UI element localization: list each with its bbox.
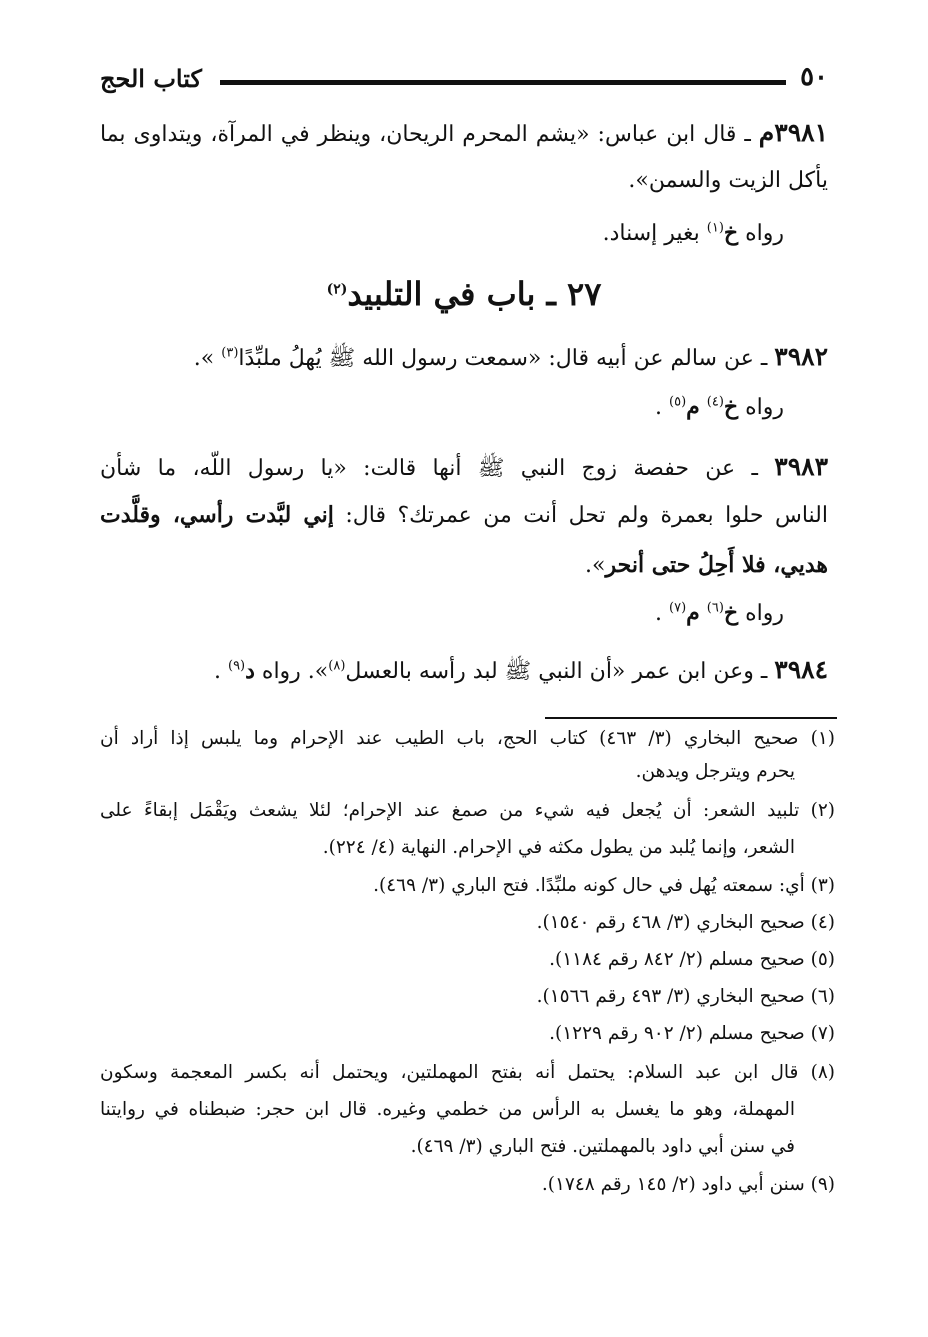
- footnote-ref: (٣): [221, 345, 239, 361]
- hadith-text: يأكل الزيت والسمن».: [628, 168, 828, 193]
- running-title: كتاب الحج: [100, 64, 202, 93]
- hadith-text: الناس حلوا بعمرة ولم تحل أنت من عمرتك؟ قال:: [345, 503, 828, 528]
- narration-text: بغير إسناد.: [602, 221, 700, 246]
- footnote-8-cont: [100, 1099, 795, 1120]
- hadith-line: [100, 452, 828, 486]
- hadith-line: [585, 552, 828, 578]
- source-code: خ: [723, 600, 739, 626]
- footnote-separator: [545, 717, 837, 719]
- footnote-text: (٤) صحيح البخاري (٣/ ٤٦٨ رقم ١٥٤٠).: [536, 912, 835, 933]
- narration-label: رواه: [745, 601, 784, 626]
- chapter-heading: [100, 275, 828, 313]
- narration-line: [655, 394, 784, 420]
- source-code: خ: [723, 220, 739, 246]
- hadith-3983: [100, 452, 828, 642]
- hadith-line: [194, 342, 828, 376]
- hadith-text: ـ قال ابن عباس: «يشم المحرم الريحان، وينظر في المرآة، ويتداوى بما: [100, 122, 751, 147]
- narration-label: رواه: [745, 221, 784, 246]
- footnote-text: (٣) أي: سمعته يُهل في حال كونه ملبِّدًا. فتح الباري (٣/ ٤٦٩).: [373, 875, 835, 896]
- hadith-number: ٣٩٨١م: [758, 118, 828, 147]
- footnote-5: [549, 949, 835, 970]
- hadith-3984: [100, 655, 828, 695]
- source-code: م: [686, 394, 700, 420]
- page-number: ٥٠: [800, 62, 828, 92]
- footnote-text: المهملة، وهو ما يغسل به الرأس من خطمي وغيره. قال ابن حجر: ضبطناه في روايتنا: [100, 1099, 795, 1120]
- footnote-ref: (٢): [326, 281, 348, 298]
- footnote-ref: (٥): [669, 394, 687, 410]
- footnote-text: الشعر، وإنما يُلبد من يطول مكثه في الإحرام. النهاية (٤/ ٢٢٤).: [322, 837, 795, 858]
- hadith-line: [100, 118, 828, 147]
- punctuation: .: [655, 601, 662, 626]
- footnote-6: [537, 986, 835, 1007]
- footnote-text: (١) صحيح البخاري (٣/ ٤٦٣) كتاب الحج، باب الطيب عند الإحرام وما يلبس إذا أراد أن: [100, 728, 835, 749]
- footnote-1-cont: [636, 761, 795, 782]
- footnote-8-cont: [411, 1136, 795, 1157]
- footnote-ref: (٨): [328, 658, 346, 674]
- source-code: د: [245, 658, 255, 684]
- prophet-saying: هديي، فلا أَحِلُ حتى أنحر: [605, 552, 828, 578]
- chapter-title: ٢٧ ـ باب في التلبيد: [347, 275, 602, 313]
- footnotes: [100, 728, 835, 1208]
- hadith-line: [628, 168, 828, 193]
- footnote-text: (٥) صحيح مسلم (٢/ ٨٤٢ رقم ١١٨٤).: [549, 949, 835, 970]
- footnote-text: (٦) صحيح البخاري (٣/ ٤٩٣ رقم ١٥٦٦).: [536, 986, 835, 1007]
- footnote-1: [100, 728, 835, 749]
- punctuation: .: [655, 395, 662, 420]
- footnote-4: [537, 912, 835, 933]
- narration-label: رواه: [745, 395, 784, 420]
- source-code: خ: [723, 394, 739, 420]
- footnote-text: (٢) تلبيد الشعر: أن يُجعل فيه شيء من صمغ عند الإحرام؛ لئلا يشعث ويَقْمَل إبقاءً على: [100, 800, 835, 821]
- punctuation: .: [213, 659, 221, 684]
- footnote-ref: (٦): [706, 600, 724, 616]
- footnote-3: [373, 875, 835, 896]
- hadith-line: [214, 655, 828, 689]
- footnote-text: في سنن أبي داود بالمهملتين. فتح الباري (٣/ ٤٦٩).: [410, 1136, 795, 1157]
- narration-line: [603, 220, 784, 246]
- footnote-text: (٩) سنن أبي داود (٢/ ١٤٥ رقم ١٧٤٨).: [541, 1174, 835, 1195]
- hadith-text: ». رواه: [261, 659, 329, 684]
- hadith-number: ٣٩٨٢: [774, 342, 828, 371]
- hadith-text: ـ عن حفصة زوج النبي ﷺ أنها قالت: «يا رسول اللّه، ما شأن: [100, 456, 758, 481]
- prophet-saying: إني لبَّدت رأسي، وقلَّدت: [100, 502, 334, 528]
- footnote-ref: (٩): [227, 658, 246, 674]
- hadith-text: ».: [585, 553, 606, 578]
- page-header: [100, 58, 828, 98]
- source-code: م: [686, 600, 700, 626]
- footnote-text: يحرم ويترجل ويدهن.: [635, 761, 795, 782]
- footnote-ref: (٤): [706, 394, 724, 410]
- footnote-7: [549, 1023, 835, 1044]
- hadith-number: ٣٩٨٣: [774, 452, 828, 481]
- footnote-2-cont: [323, 837, 795, 858]
- footnote-text: (٧) صحيح مسلم (٢/ ٩٠٢ رقم ١٢٢٩).: [549, 1023, 835, 1044]
- header-rule: [220, 80, 786, 85]
- footnote-text: (٨) قال ابن عبد السلام: يحتمل أنه بفتح المهملتين، ويحتمل أنه بكسر المعجمة وسكون: [100, 1062, 835, 1083]
- footnote-2: [100, 800, 835, 821]
- footnote-8: [100, 1062, 835, 1083]
- narration-line: [655, 600, 784, 626]
- footnote-9: [542, 1174, 835, 1195]
- hadith-number: ٣٩٨٤: [774, 655, 828, 684]
- hadith-line: [100, 502, 828, 528]
- hadith-3982: [100, 342, 828, 432]
- hadith-text: ـ وعن ابن عمر «أن النبي ﷺ لبد رأسه بالعسل: [345, 659, 768, 684]
- hadith-text: ».: [193, 346, 215, 371]
- hadith-text: ـ عن سالم عن أبيه قال: «سمعت رسول الله ﷺ يُهلُ ملبِّدًا: [238, 346, 768, 371]
- footnote-ref: (١): [706, 220, 724, 236]
- hadith-3981: [100, 118, 828, 258]
- footnote-ref: (٧): [669, 600, 687, 616]
